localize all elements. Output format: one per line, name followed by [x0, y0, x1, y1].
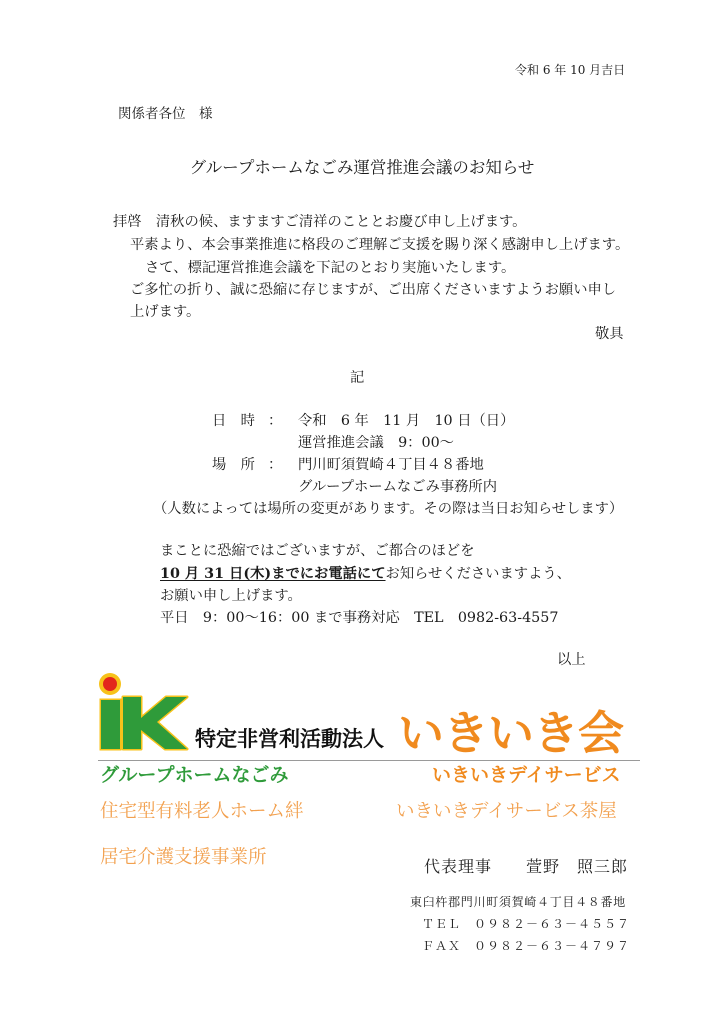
closing-keigu: 敬具 — [595, 326, 624, 342]
addressee: 関係者各位 様 — [118, 106, 213, 122]
request-line-1: まことに恐縮ではございますが、ご都合のほどを — [160, 543, 475, 559]
issue-date: 令和 6 年 10 月吉日 — [515, 63, 626, 77]
closing-ijou: 以上 — [557, 652, 586, 668]
ki-heading: 記 — [350, 370, 365, 386]
service-care-support: 居宅介護支援事業所 — [100, 847, 267, 868]
logo-red-dot — [103, 677, 117, 691]
header-divider — [98, 760, 640, 761]
page-title: グループホームなごみ運営推進会議のお知らせ — [189, 158, 535, 177]
reply-deadline: 10 月 31 日(木)までにお電話にて — [160, 566, 386, 582]
request-line-2 — [160, 567, 571, 581]
body-line-2: 平素より、本会事業推進に格段のご理解ご支援を賜り深く感謝申し上げます。 — [130, 237, 630, 253]
place-separator: ： — [268, 457, 283, 473]
logo-k-letter — [123, 697, 187, 749]
request-line-3: お願い申し上げます。 — [160, 588, 302, 604]
service-nursing-home: 住宅型有料老人ホーム絆 — [100, 801, 304, 822]
datetime-separator: ： — [268, 413, 283, 429]
datetime-value: 令和 6 年 11 月 10 日（日） — [298, 413, 515, 429]
place-detail: グループホームなごみ事務所内 — [298, 479, 498, 495]
place-value: 門川町須賀崎４丁目４８番地 — [298, 457, 484, 473]
service-group-home: グループホームなごみ — [100, 764, 289, 786]
datetime-label: 日 時 — [212, 413, 255, 429]
service-day-service: いきいきデイサービス — [432, 764, 621, 786]
org-fax: ＦＡＸ ０９８２－６３－４７９７ — [422, 939, 631, 953]
body-line-3: さて、標記運営推進会議を下記のとおり実施いたします。 — [145, 260, 516, 276]
org-address: 東臼杵郡門川町須賀崎４丁目４８番地 — [410, 895, 626, 909]
body-line-4: ご多忙の折り、誠に恐縮に存じますが、ご出席くださいますようお願い申し — [130, 282, 617, 298]
body-line-1: 拝啓 清秋の候、ますますご清祥のこととお慶び申し上げます。 — [113, 214, 527, 230]
org-type: 特定非営利活動法人 — [195, 727, 384, 751]
org-name: いきいき会 — [398, 706, 623, 760]
representative: 代表理事 萱野 照三郎 — [424, 857, 629, 876]
ik-logo-icon — [98, 672, 190, 752]
place-note: （人数によっては場所の変更があります。その際は当日お知らせします） — [153, 501, 624, 517]
body-line-5: 上げます。 — [130, 304, 201, 320]
org-tel: ＴＥＬ ０９８２－６３－４５５７ — [422, 917, 631, 931]
logo-i-stem — [101, 700, 120, 749]
service-day-service-chaya: いきいきデイサービス茶屋 — [396, 801, 617, 822]
office-hours: 平日 9：00～16：00 まで事務対応 TEL 0982-63-4557 — [160, 610, 559, 626]
meeting-time: 運営推進会議 9：00～ — [298, 435, 454, 451]
request-line-2-rest: お知らせくださいますよう、 — [385, 566, 571, 582]
place-label: 場 所 — [212, 457, 255, 473]
